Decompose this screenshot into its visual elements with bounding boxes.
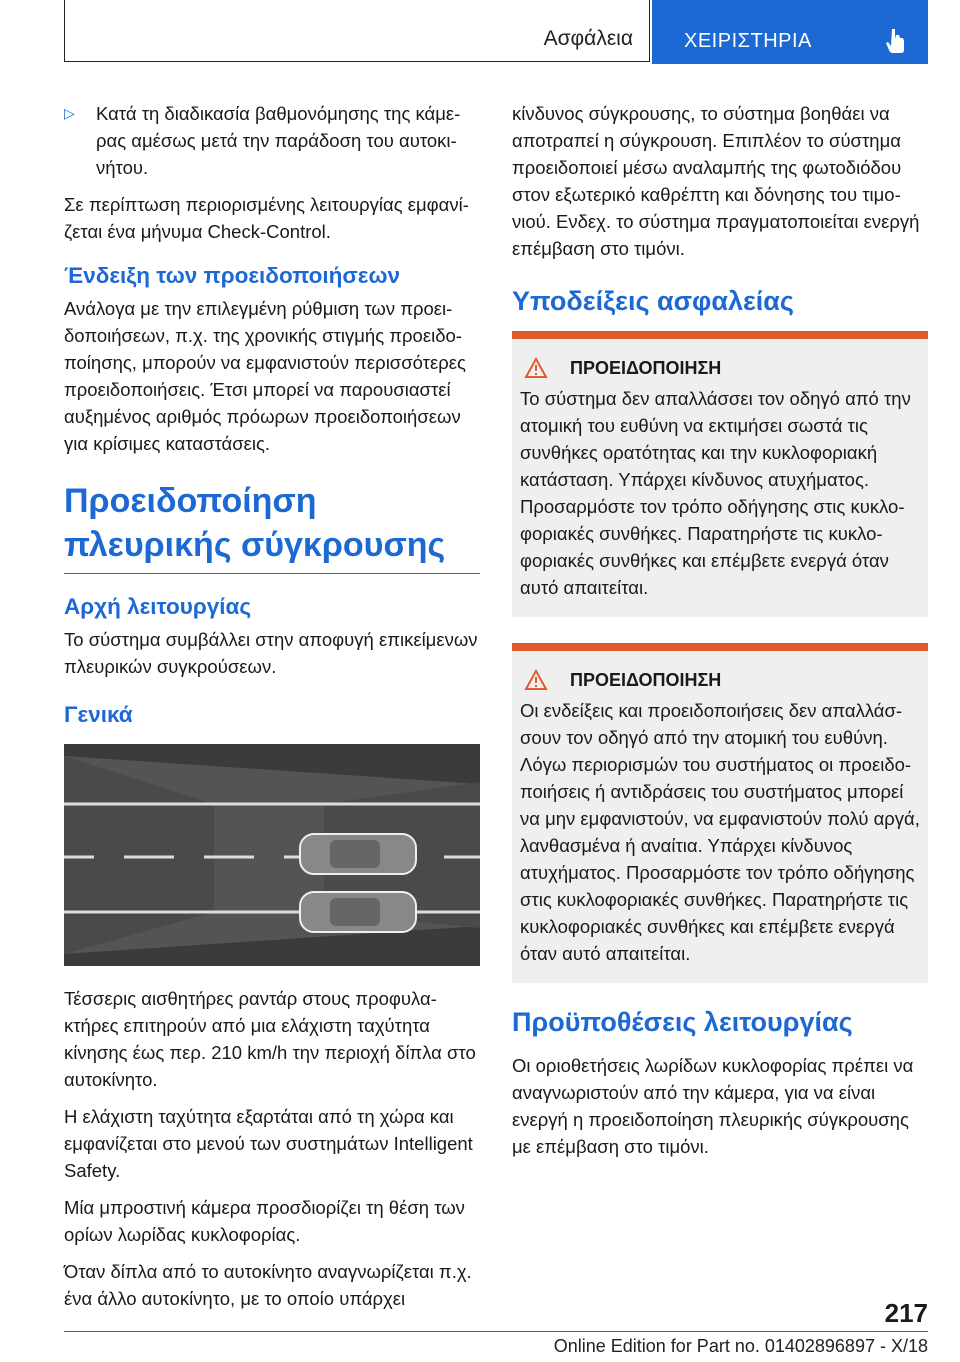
- paragraph: Τέσσερις αισθητήρες ραντάρ στους προφυλακτήρες επιτηρούν από μια ελάχιστη ταχύτητα κίνησης έως περ. 210 km/h την περιοχή δίπλα στο αυτοκίνητο.: [64, 988, 476, 1090]
- paragraph: Οι οριοθετήσεις λωρίδων κυκλοφορίας πρέπει να αναγνωριστούν από την κάμερα, για να είναι ενεργή η προειδοποίηση πλευρικής σύγκρουσης με επέμβαση στο τιμόνι.: [512, 1055, 914, 1157]
- hand-pointer-icon: [882, 26, 910, 54]
- car-lower: [300, 892, 416, 932]
- warning-text: Το σύστημα δεν απαλλάσσει τον οδηγό από την ατομική του ευθύνη να εκτιμήσει σωστά τις συνθήκες ορατότητας και την κυκλοφοριακή κατάσταση. Υπάρχει κίνδυνος ατυχήματος. Προσαρμόστε τον τρόπο οδήγησης στις κυκλοφοριακές συνθήκες. Παρατηρήστε τις κυκλοφοριακές συνθήκες και επέμβετε ενεργά όταν αυτό απαιτείται.: [520, 388, 911, 598]
- triangle-bullet-icon: ▷: [64, 105, 75, 121]
- section-tab: [64, 0, 650, 62]
- warning-text: Οι ενδείξεις και προειδοποιήσεις δεν απαλλάσσουν τον οδηγό από την ατομική του ευθύνη. Λόγω περιορισμών του συστήματος οι προειδοποιήσεις ή αντιδράσεις του συστήματος μπορεί να μην εμφανιστούν, να εμφανιστούν πολύ αργά, λανθασμένα ή αναίτια. Υπάρχει κίνδυνος ατυχήματος. Προσαρμόστε τον τρόπο οδήγησης στις κυκλοφοριακές συνθήκες. Παρατηρήστε τις κυκλοφοριακές συνθήκες και επέμβετε ενεργά όταν αυτό απαιτείται.: [520, 700, 920, 964]
- left-column: [64, 100, 480, 1322]
- subheading-indication: Ένδειξη των προειδοποιήσεων: [64, 263, 400, 288]
- warning-header: [520, 669, 920, 691]
- warning-title: ΠΡΟΕΙΔΟΠΟΙΗΣΗ: [570, 357, 722, 378]
- warning-bar: [512, 331, 928, 339]
- heading-prerequisites: Προϋποθέσεις λειτουργίας: [512, 1007, 853, 1037]
- edition-footer: Online Edition for Part no. 01402896897 - X/18: [553, 1336, 928, 1356]
- warning-triangle-icon: [524, 669, 548, 691]
- paragraph: Το σύστημα συμβάλλει στην αποφυγή επικείμενων πλευρικών συγκρούσεων.: [64, 629, 478, 677]
- paragraph: Όταν δίπλα από το αυτοκίνητο αναγνωρίζεται π.χ. ένα άλλο αυτοκίνητο, με το οποίο υπάρχει: [64, 1261, 472, 1309]
- paragraph: Σε περίπτωση περιορισμένης λειτουργίας εμφανίζεται ένα μήνυμα Check-Control.: [64, 194, 469, 242]
- subheading-general: Γενικά: [64, 702, 133, 727]
- warning-triangle-icon: [524, 357, 548, 379]
- paragraph: κίνδυνος σύγκρουσης, το σύστημα βοηθάει να αποτραπεί η σύγκρουση. Επιπλέον το σύστημα προειδοποιεί μέσω αναλαμπής της φωτοδιόδου στον εξωτερικό καθρέπτη και δόνησης του τιμονιού. Ενδεχ. το σύστημα πραγματοποιείται ενεργή επέμβαση στο τιμόνι.: [512, 103, 920, 259]
- chapter-title: Προειδοποίηση πλευρικής σύγκρουσης: [64, 482, 446, 564]
- subheading-principle: Αρχή λειτουργίας: [64, 594, 252, 619]
- heading-safety-notes: Υποδείξεις ασφαλείας: [512, 286, 794, 316]
- radar-coverage-illustration: [64, 744, 480, 966]
- page-number: 217: [884, 1298, 928, 1328]
- section-label: Ασφάλεια: [543, 27, 633, 50]
- paragraph: Μία μπροστινή κάμερα προσδιορίζει τη θέση των ορίων λωρίδας κυκλοφορίας.: [64, 1197, 465, 1245]
- bullet-item: [64, 100, 480, 181]
- warning-box: [512, 643, 928, 983]
- warning-title: ΠΡΟΕΙΔΟΠΟΙΗΣΗ: [570, 669, 722, 690]
- manual-section-tab[interactable]: [652, 0, 928, 64]
- bullet-text: Κατά τη διαδικασία βαθμονόμησης της κάμερας αμέσως μετά την παράδοση του αυτοκινήτου.: [96, 103, 461, 178]
- title-rule: [64, 573, 480, 574]
- warning-box: [512, 331, 928, 617]
- paragraph: Η ελάχιστη ταχύτητα εξαρτάται από τη χώρα και εμφανίζεται στο μενού των συστημάτων Intelligent Safety.: [64, 1106, 473, 1181]
- page-header: [64, 0, 928, 64]
- manual-section-label: ΧΕΙΡΙΣΤΗΡΙΑ: [684, 30, 812, 52]
- footer-rule: [64, 1331, 928, 1332]
- paragraph: Ανάλογα με την επιλεγμένη ρύθμιση των προειδοποιήσεων, π.χ. της χρονικής στιγμής προειδοποίησης, μπορούν να εμφανιστούν περισσότερες προειδοποιήσεις. Έτσι μπορεί να παρουσιαστεί αυξημένος αριθμός πρόωρων προειδοποιήσεων για κρίσιμες καταστάσεις.: [64, 298, 466, 454]
- right-column: [512, 100, 928, 1170]
- warning-header: [520, 357, 920, 379]
- car-upper: [300, 834, 416, 874]
- warning-bar: [512, 643, 928, 651]
